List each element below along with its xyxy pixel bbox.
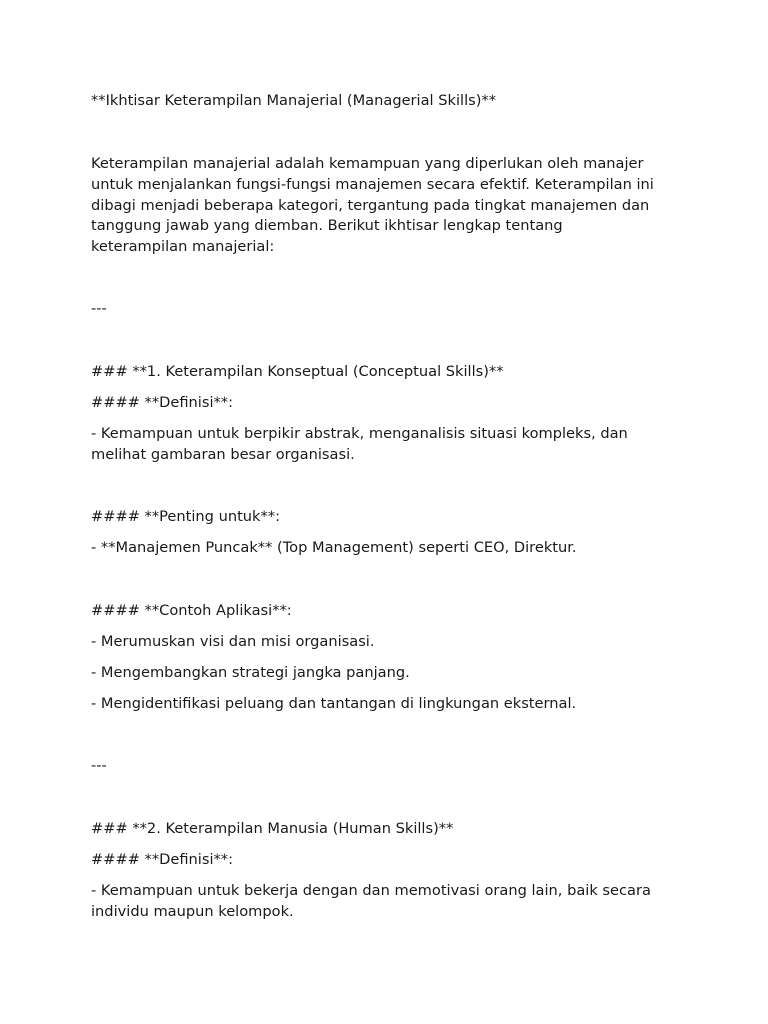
intro-line-3: dibagi menjadi beberapa kategori, tergantung pada tingkat manajemen dan bbox=[91, 197, 650, 214]
section-1-example-item: - Merumuskan visi dan misi organisasi. bbox=[91, 633, 375, 650]
section-1-definition-line-1: - Kemampuan untuk berpikir abstrak, menganalisis situasi kompleks, dan bbox=[91, 425, 628, 442]
section-1-example-item: - Mengidentifikasi peluang dan tantangan di lingkungan eksternal. bbox=[91, 695, 577, 712]
section-1-important-item: - **Manajemen Puncak** (Top Management) seperti CEO, Direktur. bbox=[91, 539, 577, 556]
document-title: **Ikhtisar Keterampilan Manajerial (Managerial Skills)** bbox=[91, 92, 497, 109]
section-2-heading: ### **2. Keterampilan Manusia (Human Skills)** bbox=[91, 820, 454, 837]
section-1-example-item: - Mengembangkan strategi jangka panjang. bbox=[91, 664, 410, 681]
section-2-definition-line-2: individu maupun kelompok. bbox=[91, 903, 294, 920]
section-1-examples-heading: #### **Contoh Aplikasi**: bbox=[91, 602, 292, 619]
section-1-definition-heading: #### **Definisi**: bbox=[91, 394, 234, 411]
intro-line-2: untuk menjalankan fungsi-fungsi manajemen secara efektif. Keterampilan ini bbox=[91, 176, 654, 193]
section-1-important-heading: #### **Penting untuk**: bbox=[91, 508, 281, 525]
section-1-heading: ### **1. Keterampilan Konseptual (Conceptual Skills)** bbox=[91, 363, 504, 380]
separator-1: --- bbox=[91, 300, 107, 317]
intro-line-5: keterampilan manajerial: bbox=[91, 238, 275, 255]
section-2-definition-heading: #### **Definisi**: bbox=[91, 851, 234, 868]
section-2-definition-line-1: - Kemampuan untuk bekerja dengan dan memotivasi orang lain, baik secara bbox=[91, 882, 651, 899]
intro-line-1: Keterampilan manajerial adalah kemampuan yang diperlukan oleh manajer bbox=[91, 155, 644, 172]
separator-2: --- bbox=[91, 757, 107, 774]
section-1-definition-line-2: melihat gambaran besar organisasi. bbox=[91, 446, 355, 463]
intro-line-4: tanggung jawab yang diemban. Berikut ikhtisar lengkap tentang bbox=[91, 217, 563, 234]
